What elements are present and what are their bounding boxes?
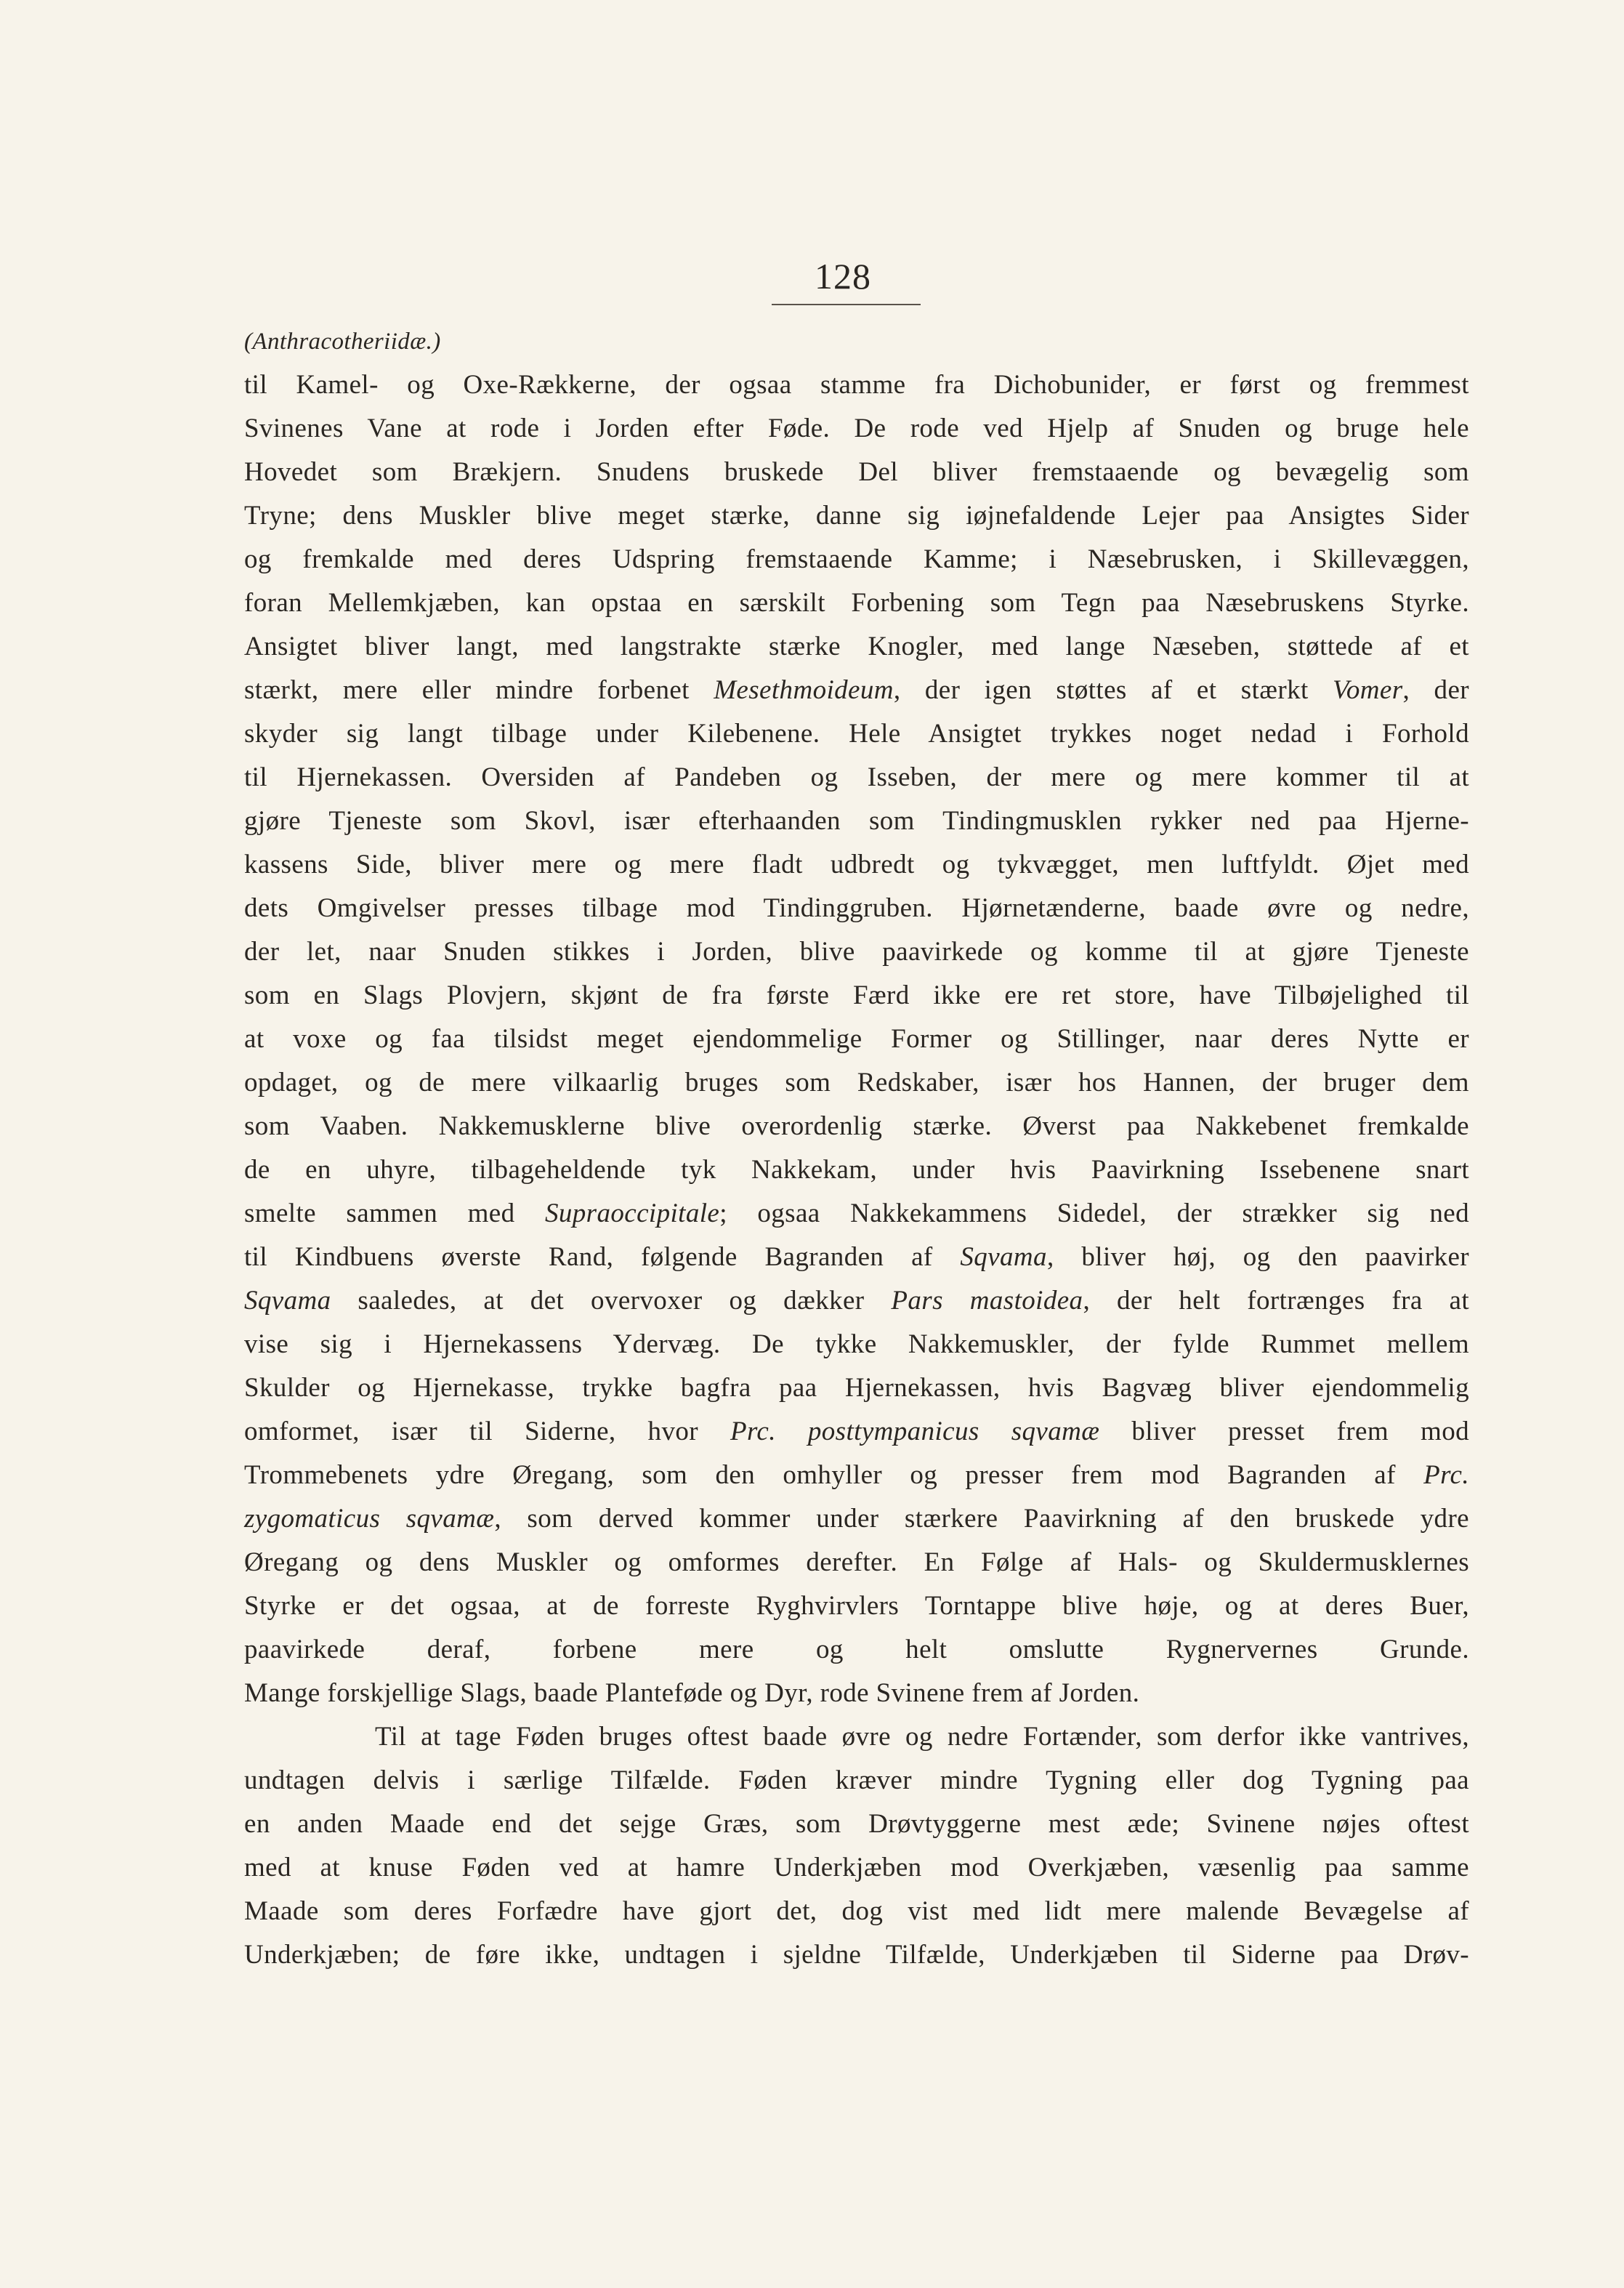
text-segment: ; ogsaa Nakkekammens Sidedel, der strækker sig ned [719, 1199, 1470, 1228]
text-line: til Hjernekassen. Oversiden af Pandeben og Isseben, der mere og mere kommer til at [244, 762, 1469, 792]
text-line [244, 1192, 1469, 1236]
text-line: at voxe og faa tilsidst meget ejendommelige Former og Stillinger, naar deres Nytte er [244, 1024, 1469, 1054]
text-line: Øregang og dens Muskler og omformes derefter. En Følge af Hals- og Skuldermusklernes [244, 1547, 1469, 1577]
text-line: vise sig i Hjernekassens Ydervæg. De tykke Nakkemuskler, der fylde Rummet mellem [244, 1329, 1469, 1359]
text-line: Tryne; dens Muskler blive meget stærke, danne sig iøjnefaldende Lejer paa Ansigtes Sider [244, 501, 1469, 531]
italic-term: Prc. [1423, 1460, 1469, 1490]
text-line: en anden Maade end det sejge Græs, som Drøvtyggerne mest æde; Svinene nøjes oftest [244, 1809, 1469, 1839]
italic-term: Mesethmoideum [714, 675, 894, 705]
text-line: med at knuse Føden ved at hamre Underkjæben mod Overkjæben, væsenlig paa samme [244, 1853, 1469, 1882]
text-lines [244, 363, 1469, 1977]
italic-term: zygomaticus sqvamæ [244, 1504, 495, 1534]
text-segment: , der [1402, 675, 1469, 705]
text-line: og fremkalde med deres Udspring fremstaaende Kamme; i Næsebrusken, i Skillevæggen, [244, 544, 1469, 574]
text-line: dets Omgivelser presses tilbage mod Tindinggruben. Hjørnetænderne, baade øvre og nedre, [244, 893, 1469, 923]
text-segment: til Kindbuens øverste Rand, følgende Bagranden af [244, 1242, 961, 1272]
italic-term: Prc. posttympanicus sqvamæ [730, 1417, 1100, 1446]
text-line: til Kamel- og Oxe-Rækkerne, der ogsaa stamme fra Dichobunider, er først og fremmest [244, 370, 1469, 400]
text-line: undtagen delvis i særlige Tilfælde. Føden kræver mindre Tygning eller dog Tygning paa [244, 1765, 1469, 1795]
text-line [244, 1236, 1469, 1279]
text-line: Underkjæben; de føre ikke, undtagen i sjeldne Tilfælde, Underkjæben til Siderne paa Drøv- [244, 1940, 1469, 1970]
text-line: der let, naar Snuden stikkes i Jorden, blive paavirkede og komme til at gjøre Tjeneste [244, 937, 1469, 967]
text-line: Svinenes Vane at rode i Jorden efter Føde. De rode ved Hjelp af Snuden og bruge hele [244, 414, 1469, 443]
text-line: Mange forskjellige Slags, baade Plantefødе og Dyr, rode Svinene frem af Jorden. [244, 1678, 1140, 1708]
text-line: Ansigtet bliver langt, med langstrakte stærke Knogler, med lange Næseben, støttede af et [244, 632, 1469, 661]
italic-term: Vomer [1333, 675, 1403, 705]
text-line: de en uhyre, tilbageheldende tyk Nakkekam, under hvis Paavirkning Issebenene snart [244, 1155, 1469, 1185]
italic-term: Pars mastoidea [891, 1286, 1083, 1316]
text-segment: stærkt, mere eller mindre forbenet [244, 675, 714, 705]
text-segment: smelte sammen med [244, 1199, 545, 1228]
text-segment: Trommebenets ydre Øregang, som den omhyller og presser frem mod Bagranden af [244, 1460, 1424, 1490]
text-line: Skulder og Hjernekasse, trykke bagfra paa Hjernekassen, hvis Bagvæg bliver ejendommelig [244, 1373, 1469, 1403]
text-segment: , der helt fortrænges fra at [1083, 1286, 1470, 1316]
text-line: Til at tage Føden bruges oftest baade øvre og nedre Fortænder, som derfor ikke vantrives, [375, 1722, 1469, 1752]
text-line [244, 1454, 1469, 1497]
page-number: 128 [815, 256, 871, 297]
text-line [244, 1279, 1469, 1323]
body-text [244, 320, 1469, 1977]
text-segment: , der igen støttes af et stærkt [893, 675, 1333, 705]
text-segment: saaledes, at det overvoxer og dækker [331, 1286, 892, 1316]
text-line [244, 669, 1469, 712]
text-segment: bliver presset frem mod [1099, 1417, 1469, 1446]
text-line: opdaget, og de mere vilkaarlig bruges som Redskaber, især hos Hannen, der bruger dem [244, 1068, 1469, 1097]
text-line: skyder sig langt tilbage under Kilebenene. Hele Ansigtet trykkes noget nedad i Forhold [244, 719, 1469, 749]
text-line: som en Slags Plovjern, skjønt de fra første Færd ikke ere ret store, have Tilbøjelighed til [244, 980, 1469, 1010]
text-line: kassens Side, bliver mere og mere fladt udbredt og tykvægget, men luftfyldt. Øjet med [244, 850, 1469, 879]
text-segment: , bliver høj, og den paavirker [1046, 1242, 1469, 1272]
text-segment: , som derved kommer under stærkere Paavirkning af den bruskede ydre [494, 1504, 1469, 1534]
text-segment: omformet, især til Siderne, hvor [244, 1417, 730, 1446]
italic-term: Supraoccipitale [544, 1199, 720, 1228]
text-line: Hovedet som Brækjern. Snudens bruskede Del bliver fremstaaende og bevægelig som [244, 457, 1469, 487]
margin-note: (Anthracotheriidæ.) [244, 329, 441, 355]
text-line: Styrke er det ogsaa, at de forreste Ryghvirvlers Torntappe blive høje, og at deres Buer, [244, 1591, 1469, 1621]
text-line [244, 1497, 1469, 1541]
italic-term: Sqvama [960, 1242, 1047, 1272]
text-line: som Vaaben. Nakkemusklerne blive overordenlig stærke. Øverst paa Nakkebenet fremkalde [244, 1111, 1469, 1141]
text-line: paavirkede deraf, forbene mere og helt omslutte Rygnervernes Grunde. [244, 1635, 1469, 1664]
text-line: Maade som deres Forfædre have gjort det, dog vist med lidt mere malende Bevægelse af [244, 1896, 1469, 1926]
text-line [244, 1410, 1469, 1454]
page-number-rule [772, 304, 921, 305]
italic-term: Sqvama [244, 1286, 331, 1316]
text-line: foran Mellemkjæben, kan opstaa en særskilt Forbening som Tegn paa Næsebruskens Styrke. [244, 588, 1469, 618]
text-line: gjøre Tjeneste som Skovl, især efterhaanden som Tindingmusklen rykker ned paa Hjerne- [244, 806, 1469, 836]
